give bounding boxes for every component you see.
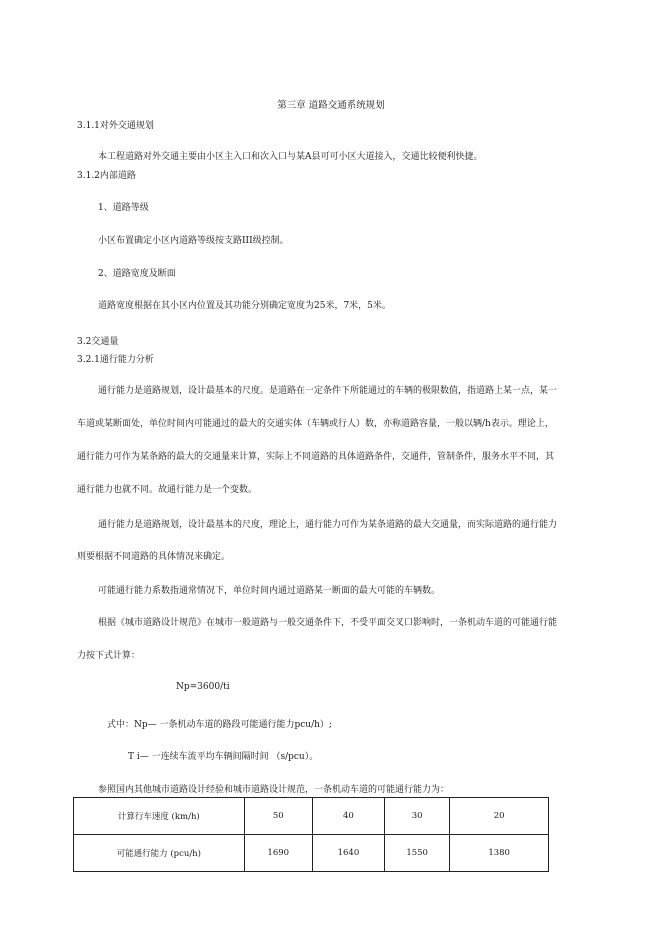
capacity-table	[73, 797, 549, 872]
formula-variable-ti: T i— 一连续车流平均车辆间隔时间 （s/pcu）。	[128, 752, 319, 762]
paragraph-possible-capacity: 可能通行能力系数指通常情况下，单位时间内通过道路某一断面的最大可能的车辆数。	[98, 586, 441, 596]
table-cell: 1550	[385, 835, 450, 872]
paragraph-capacity-line: 车道或某断面处，单位时间内可能通过的最大的交通实体（车辆或行人）数，亦称道路容量，一般以辆/h表示。理论上，	[77, 419, 554, 429]
table-cell: 1380	[450, 835, 549, 872]
heading-3-1-2: 3.1.2内部道路	[77, 171, 136, 181]
paragraph-design-code-line: 根据《城市道路设计规范》在城市一般道路与一般交通条件下，不受平面交叉口影响时，一条机动车道的可能通行能	[98, 618, 558, 628]
list-item-road-width: 2、道路宽度及断面	[98, 269, 176, 279]
paragraph-capacity2-line: 通行能力是道路规划，设计最基本的尺度，理论上，通行能力可作为某条道路的最大交通量，而实际道路的通行能力	[98, 520, 558, 530]
paragraph-design-code-line: 力按下式计算：	[77, 651, 141, 661]
formula-variable-np: 式中：Np— 一条机动车道的路段可能通行能力pcu/h）;	[107, 720, 332, 730]
paragraph-road-grade: 小区布置确定小区内道路等级按支路III级控制。	[98, 236, 289, 246]
page-title: 第三章 道路交通系统规划	[277, 100, 385, 111]
heading-3-1-1: 3.1.1对外交通规划	[77, 121, 154, 131]
paragraph-capacity2-line: 则要根据不同道路的具体情况来确定。	[77, 552, 231, 562]
heading-3-2: 3.2交通量	[77, 337, 119, 347]
paragraph-capacity-line: 通行能力也就不同。故通行能力是一个变数。	[77, 485, 258, 495]
table-cell-label: 可能通行能力 (pcu/h)	[74, 835, 245, 872]
table-cell: 50	[244, 798, 312, 835]
table-row-speed	[74, 798, 549, 835]
table-cell: 20	[450, 798, 549, 835]
table-cell: 1690	[244, 835, 312, 872]
heading-3-2-1: 3.2.1通行能力分析	[77, 355, 154, 365]
paragraph-capacity-line: 通行能力是道路规划，设计最基本的尺度。是道路在一定条件下所能通过的车辆的极限数值，指道路上某一点，某一	[98, 386, 558, 396]
paragraph-road-width: 道路宽度根据在其小区内位置及其功能分别确定宽度为25米，7米，5米。	[98, 301, 391, 311]
list-item-road-grade: 1、道路等级	[98, 203, 149, 213]
paragraph-capacity-line: 通行能力可作为某条路的最大的交通量来计算，实际上不同道路的具体道路条件，交通件，管制条件，服务水平不同，其	[77, 452, 555, 462]
table-cell: 1640	[312, 835, 384, 872]
table-cell: 40	[312, 798, 384, 835]
paragraph-external-traffic: 本工程道路对外交通主要由小区主入口和次入口与某A县可可小区大道接入，交通比较便利快捷。	[98, 152, 483, 162]
table-row-capacity	[74, 835, 549, 872]
capacity-formula: Np=3600/ti	[176, 682, 230, 692]
table-cell: 30	[385, 798, 450, 835]
paragraph-reference: 参照国内其他城市道路设计经验和城市道路设计规范，一条机动车道的可能通行能力为：	[98, 785, 450, 795]
table-cell-label: 计算行车速度 (km/h)	[74, 798, 245, 835]
